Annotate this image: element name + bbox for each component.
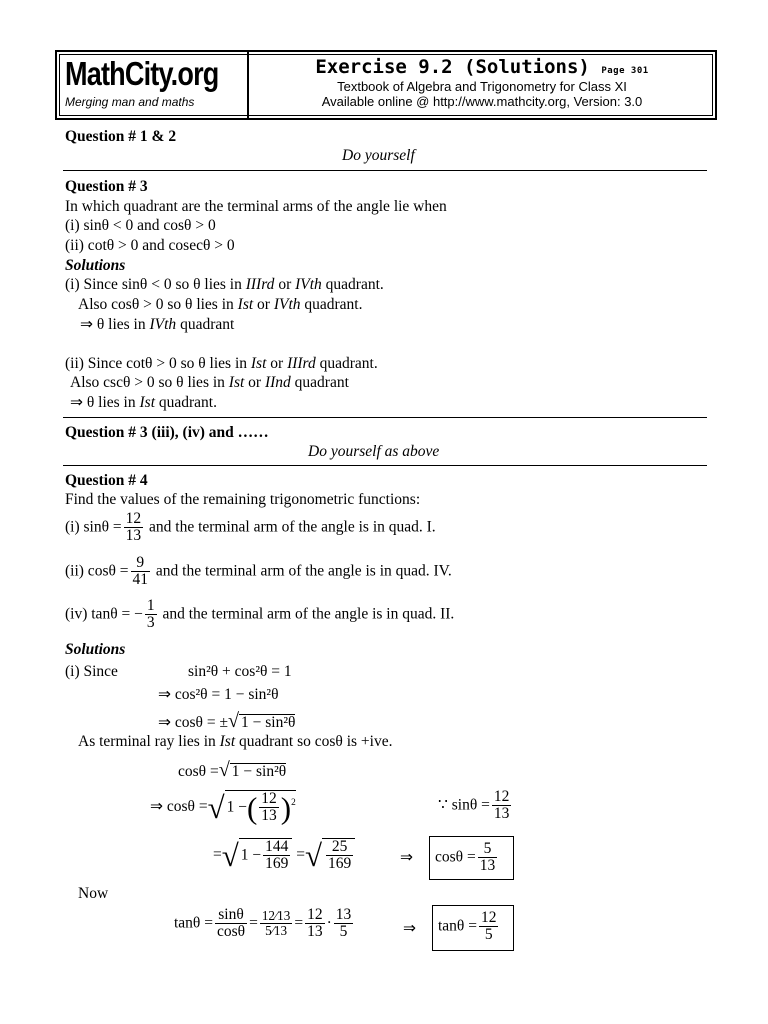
eq-lhs: ⇒ cosθ = [150, 797, 208, 815]
box-lhs: cosθ = [435, 848, 476, 866]
sqrt-sign: √ [207, 789, 225, 825]
q4-prompt: Find the values of the remaining trigonometric functions: [65, 491, 421, 508]
numerator: 25 [326, 839, 353, 856]
text-segment: or [257, 296, 270, 313]
page-header [55, 50, 717, 120]
q4-heading: Question # 4 [65, 472, 148, 489]
q3-sol-line1 [65, 277, 384, 293]
site-logo: MathCity.org [65, 55, 219, 92]
numerator: 12 [493, 788, 510, 805]
fraction [145, 598, 157, 632]
q3-prompt: In which quadrant are the terminal arms of the angle lie when [65, 198, 447, 215]
sqrt-sign: √ [218, 759, 230, 781]
fraction [124, 511, 144, 545]
numerator: 5 [478, 841, 498, 858]
equation-5 [150, 790, 296, 825]
numerator: 12 [261, 790, 277, 807]
text-segment: quadrant so cosθ is +ive. [239, 733, 393, 750]
fraction [492, 789, 512, 823]
text-segment: ⇒ θ lies in [80, 316, 146, 333]
radicand [225, 790, 296, 825]
numerator: 12 [307, 906, 323, 923]
radicand: 1 − sin²θ [241, 714, 296, 731]
numerator: 12⁄13 [261, 908, 291, 924]
fraction [259, 791, 279, 825]
equation-2: ⇒ cos²θ = 1 − sin²θ [158, 686, 279, 703]
fraction [478, 841, 498, 875]
part-lhs: (i) sinθ = [65, 518, 122, 536]
part-lhs: (iv) tanθ = − [65, 605, 143, 623]
part-rest: and the terminal arm of the angle is in quad. I. [149, 518, 436, 536]
q12-heading: Question # 1 & 2 [65, 128, 177, 145]
denominator: 13 [307, 923, 323, 941]
eq-lhs: ⇒ cosθ = ± [158, 714, 228, 731]
numerator: 12 [480, 909, 497, 926]
eq-equals: = [296, 845, 306, 863]
q3-sol-line4 [65, 356, 378, 372]
textbook-subtitle: Textbook of Algebra and Trigonometry for Class XI [337, 79, 627, 94]
because-lhs: ∵ sinθ = [438, 796, 490, 814]
equation-tan: tanθ = $\frac{\sin\theta}{\cos\theta}$ = $\frac{12⁄13}{5⁄13}$ = $\frac{12}{13}$ · $\frac{13}{5}$ [174, 906, 352, 941]
since-label: (i) Since [65, 663, 118, 680]
radicand-text: 1 − [226, 798, 247, 816]
fraction [479, 910, 499, 944]
text-segment: quadrant [294, 374, 349, 391]
sqrt-sign: √ [305, 837, 323, 873]
box-lhs: tanθ = [438, 917, 477, 935]
q3-part1: (i) sinθ < 0 and cosθ > 0 [65, 217, 216, 234]
text-segment: (ii) Since cotθ > 0 so θ lies in [65, 355, 248, 372]
numerator: 12 [125, 510, 142, 527]
q3-solutions-label: Solutions [65, 257, 126, 274]
text-segment: or [278, 276, 292, 293]
denominator: 13 [261, 807, 277, 825]
paren-open: ( [246, 790, 258, 826]
divider [63, 465, 707, 466]
text-segment: Also cosθ > 0 so θ lies in [78, 296, 234, 313]
sqrt-sign: √ [227, 710, 240, 732]
equation-1: sin²θ + cos²θ = 1 [188, 663, 292, 680]
radicand-text: 1 − [240, 846, 262, 864]
equation-3 [158, 711, 295, 731]
radicand: 1 − sin²θ [231, 763, 287, 780]
divider [63, 170, 707, 171]
q3b-note: Do yourself as above [308, 443, 440, 460]
page-label: Page 301 [601, 66, 649, 76]
text-segment: IIIrd [287, 355, 316, 372]
exercise-title-text: Exercise 9.2 (Solutions) [315, 56, 590, 78]
numerator: 1 [146, 597, 155, 614]
text-segment: (i) Since sinθ < 0 so θ lies in [65, 276, 242, 293]
eq-lhs: tanθ = [174, 914, 213, 932]
text-segment: IVth [149, 316, 177, 333]
part-rest: and the terminal arm of the angle is in quad. II. [162, 605, 455, 623]
part-lhs: (ii) cosθ = [65, 562, 129, 580]
numerator: 13 [335, 906, 352, 923]
denominator: 169 [265, 855, 289, 873]
site-tagline: Merging man and maths [65, 95, 195, 109]
terminal-note [78, 734, 393, 750]
text-segment: ⇒ θ lies in [70, 394, 136, 411]
implies-arrow: ⇒ [403, 920, 416, 937]
result-box-cos [429, 836, 514, 880]
q3-sol-line3 [80, 317, 234, 333]
numerator: 9 [131, 555, 151, 572]
denominator: 13 [493, 805, 510, 823]
text-segment: IIIrd [245, 276, 275, 293]
sqrt-sign: √ [221, 837, 239, 873]
implies-arrow: ⇒ [400, 849, 413, 866]
q4-part1 [65, 511, 436, 545]
equation-4 [178, 760, 286, 780]
fraction [263, 839, 290, 873]
text-segment: As terminal ray lies in [78, 733, 216, 750]
text-segment: Ist [250, 355, 267, 372]
q3-heading: Question # 3 [65, 178, 148, 195]
denominator: 3 [146, 614, 155, 632]
exercise-title [249, 56, 715, 78]
q3-part2: (ii) cotθ > 0 and cosecθ > 0 [65, 237, 235, 254]
q3b-heading: Question # 3 (iii), (iv) and …… [65, 424, 269, 441]
denominator: 5 [339, 923, 348, 941]
numerator: 144 [265, 838, 289, 855]
boxed-equation [438, 910, 500, 944]
q4-solutions-label: Solutions [65, 641, 126, 658]
fraction [326, 839, 353, 873]
text-segment: quadrant [180, 316, 235, 333]
text-segment: IVth [295, 276, 322, 293]
q12-note: Do yourself [342, 147, 415, 164]
denominator: cosθ [216, 923, 246, 941]
text-segment: quadrant. [304, 296, 363, 313]
fraction [334, 907, 354, 941]
radicand [322, 838, 355, 873]
availability-line: Available online @ http://www.mathcity.org, Version: 3.0 [321, 94, 643, 109]
q3-sol-line5 [70, 375, 349, 391]
denominator: 169 [328, 855, 352, 873]
divider [63, 417, 707, 418]
text-segment: or [270, 355, 284, 372]
paren-close: ) [280, 790, 292, 826]
text-segment: IVth [273, 296, 301, 313]
fraction [305, 907, 325, 941]
text-segment: or [248, 374, 262, 391]
denominator: 5 [484, 926, 493, 944]
fraction [260, 909, 293, 938]
fraction [131, 555, 151, 589]
because-note [438, 789, 513, 823]
result-box-tan [432, 905, 514, 951]
header-info [249, 52, 715, 118]
text-segment: Ist [139, 394, 155, 411]
denominator: 13 [479, 857, 496, 875]
q4-part2 [65, 555, 452, 589]
boxed-equation [435, 841, 499, 875]
eq-lhs: cosθ = [178, 763, 219, 780]
equation-6 [213, 838, 355, 873]
now-label: Now [78, 885, 109, 902]
text-segment: Ist [237, 296, 254, 313]
text-segment: quadrant. [325, 276, 384, 293]
q4-part3 [65, 598, 454, 632]
text-segment: Also cscθ > 0 so θ lies in [70, 374, 225, 391]
text-segment: IInd [264, 374, 291, 391]
part-rest: and the terminal arm of the angle is in quad. IV. [155, 562, 452, 580]
text-segment: Ist [228, 374, 245, 391]
q3-sol-line6 [70, 395, 217, 411]
denominator: 13 [125, 527, 142, 545]
text-segment: quadrant. [319, 355, 378, 372]
q3-sol-line2 [78, 297, 363, 313]
text-segment: Ist [219, 733, 236, 750]
text-segment: quadrant. [158, 394, 217, 411]
eq-equals: = [213, 845, 222, 863]
denominator: 5⁄13 [265, 923, 288, 939]
numerator: sinθ [215, 907, 247, 924]
fraction [215, 907, 247, 941]
exponent: 2 [291, 798, 296, 809]
denominator: 41 [132, 571, 149, 589]
radicand [239, 838, 293, 873]
